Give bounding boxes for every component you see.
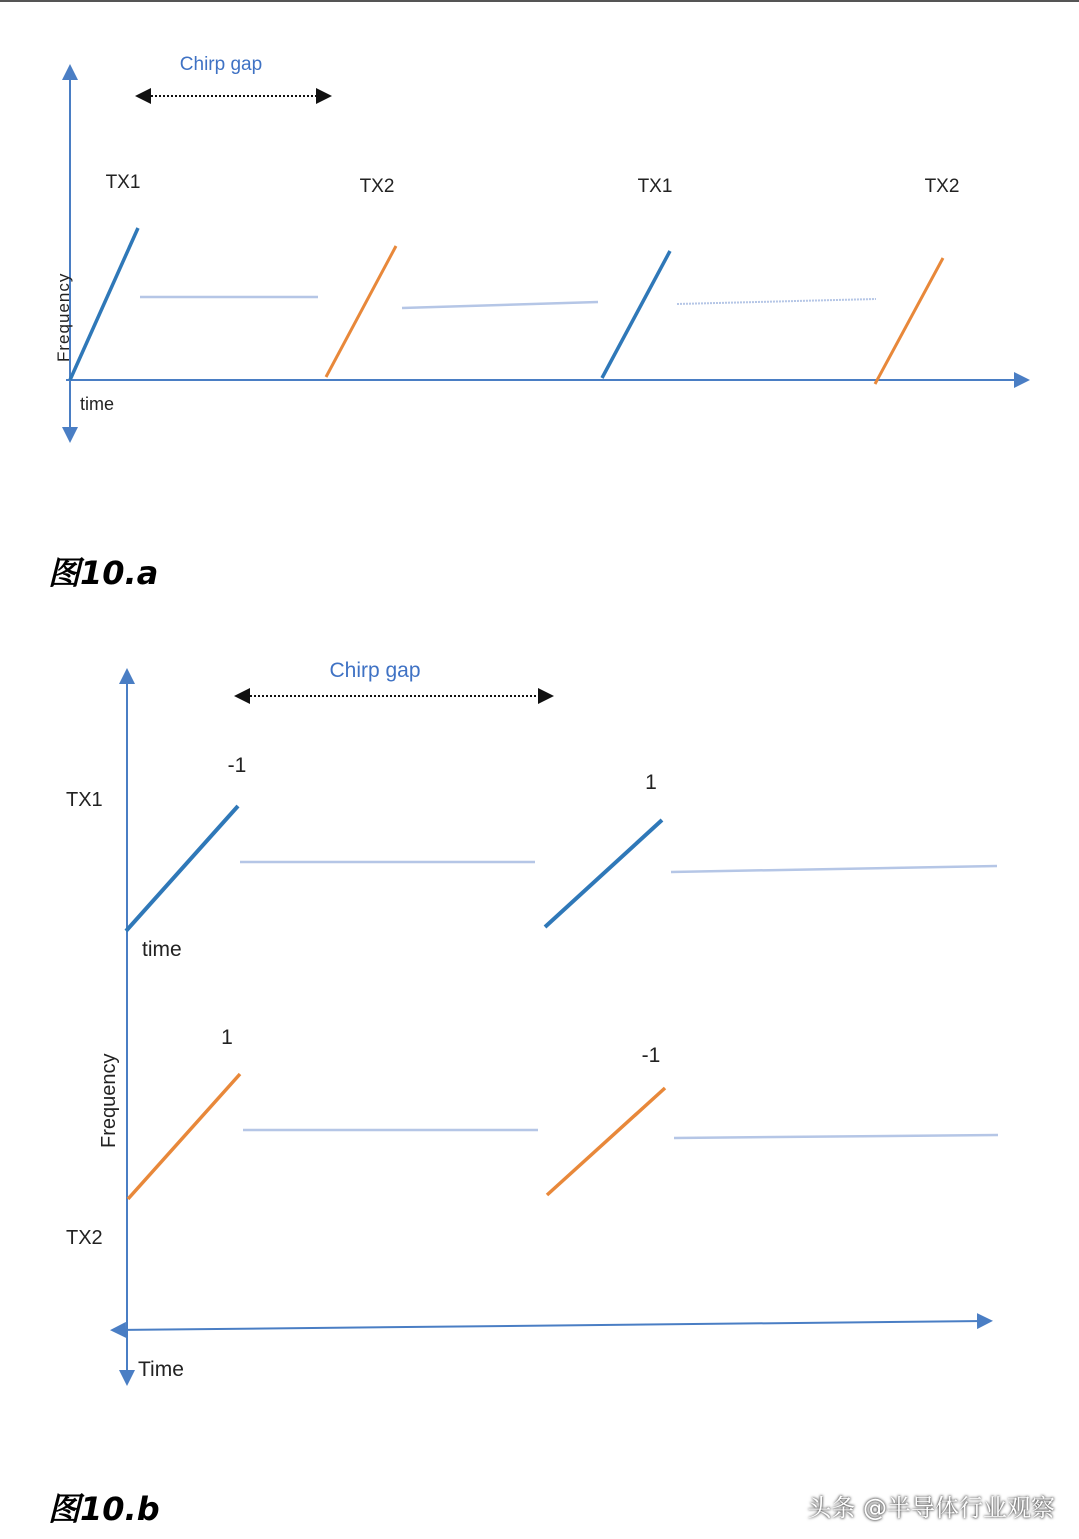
chirp-gap-label: Chirp gap (329, 659, 421, 682)
figure-10b-diagram (0, 640, 1079, 1400)
tx1-chirp-ramp (602, 251, 670, 378)
chirp-gap-label: Chirp gap (179, 54, 263, 75)
tx1-label: TX1 (66, 789, 103, 811)
tx-label: TX1 (637, 176, 673, 197)
x-axis-label: time (80, 394, 115, 414)
tx1-chirp-ramp (545, 820, 662, 927)
tx1-code-label: 1 (645, 771, 657, 794)
time-label: time (142, 938, 182, 961)
tx1-chirp-ramp (126, 806, 238, 931)
tx-label: TX2 (924, 176, 960, 197)
tx2-code-label: -1 (641, 1044, 661, 1067)
figure-caption-b: 图10.b (48, 1490, 160, 1528)
figure-caption-a: 图10.a (48, 554, 159, 592)
y-axis-label: Frequency (98, 1053, 120, 1148)
y-axis-label: Frequency (54, 272, 73, 362)
gap-line (674, 1135, 998, 1138)
tx1-chirp-ramp (70, 228, 138, 380)
tx2-chirp-ramp (326, 246, 396, 377)
tx1-code-label: -1 (227, 754, 247, 777)
watermark: 头条 @半导体行业观察 (807, 1494, 1055, 1522)
tx2-chirp-ramp (875, 258, 943, 384)
gap-line (671, 866, 997, 872)
tx2-chirp-ramp (547, 1088, 665, 1195)
tx-label: TX2 (359, 176, 395, 197)
x-axis (118, 1321, 985, 1330)
tx-label: TX1 (105, 172, 141, 193)
tx2-label: TX2 (66, 1227, 103, 1249)
gap-line (677, 299, 876, 304)
gap-line (402, 302, 598, 308)
x-axis-label: Time (138, 1358, 184, 1381)
tx2-chirp-ramp (128, 1074, 240, 1199)
tx2-code-label: 1 (221, 1026, 233, 1049)
figure-10a-diagram (0, 0, 1079, 520)
